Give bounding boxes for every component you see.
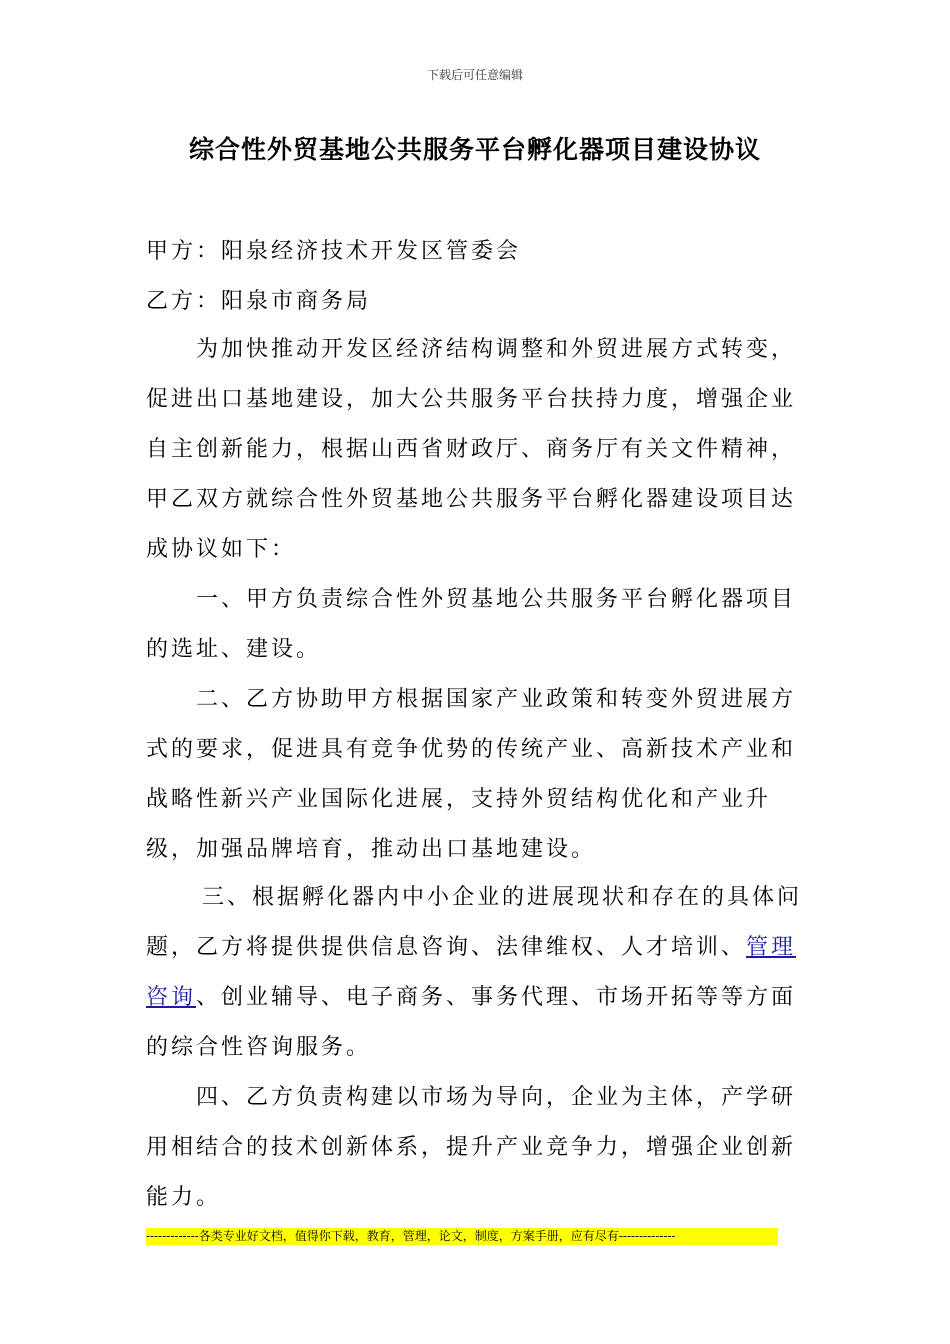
intro-paragraph: 为加快推动开发区经济结构调整和外贸进展方式转变，促进出口基地建设，加大公共服务平台扶持力度，增强企业自主创新能力，根据山西省财政厅、商务厅有关文件精神，甲乙双方就综合性外贸基地公共服务平台孵化器建设项目达成协议如下： [146, 337, 797, 562]
header-note: 下载后可任意编辑 [426, 68, 523, 82]
clause-1: 一、甲方负责综合性外贸基地公共服务平台孵化器项目的选址、建设。 [146, 587, 797, 662]
clause-3-text-2: 、创业辅导、电子商务、事务代理、市场开拓等等方面的综合性咨询服务。 [146, 985, 797, 1060]
footer-banner: -------------各类专业好文档，值得你下载，教育，管理，论文，制度，方案手册，应有尽有-------------- [146, 1228, 778, 1245]
document-title: 综合性外贸基地公共服务平台孵化器项目建设协议 [188, 135, 761, 164]
party-b: 乙方：阳泉市商务局 [146, 289, 372, 314]
clause-3 [146, 873, 806, 1073]
clause-4: 四、乙方负责构建以市场为导向，企业为主体，产学研用相结合的技术创新体系，提升产业竞争力，增强企业创新能力。 [146, 1085, 797, 1210]
clause-3-text-1: 三、根据孵化器内中小企业的进展现状和存在的具体问题，乙方将提供提供信息咨询、法律维权、人才培训、 [146, 885, 803, 960]
clause-2: 二、乙方协助甲方根据国家产业政策和转变外贸进展方式的要求，促进具有竞争优势的传统产业、高新技术产业和战略性新兴产业国际化进展，支持外贸结构优化和产业升级，加强品牌培育，推动出口基地建设。 [146, 687, 797, 862]
party-a: 甲方：阳泉经济技术开发区管委会 [146, 239, 522, 264]
management-consulting-link[interactable]: 管理咨询 [146, 935, 797, 1010]
